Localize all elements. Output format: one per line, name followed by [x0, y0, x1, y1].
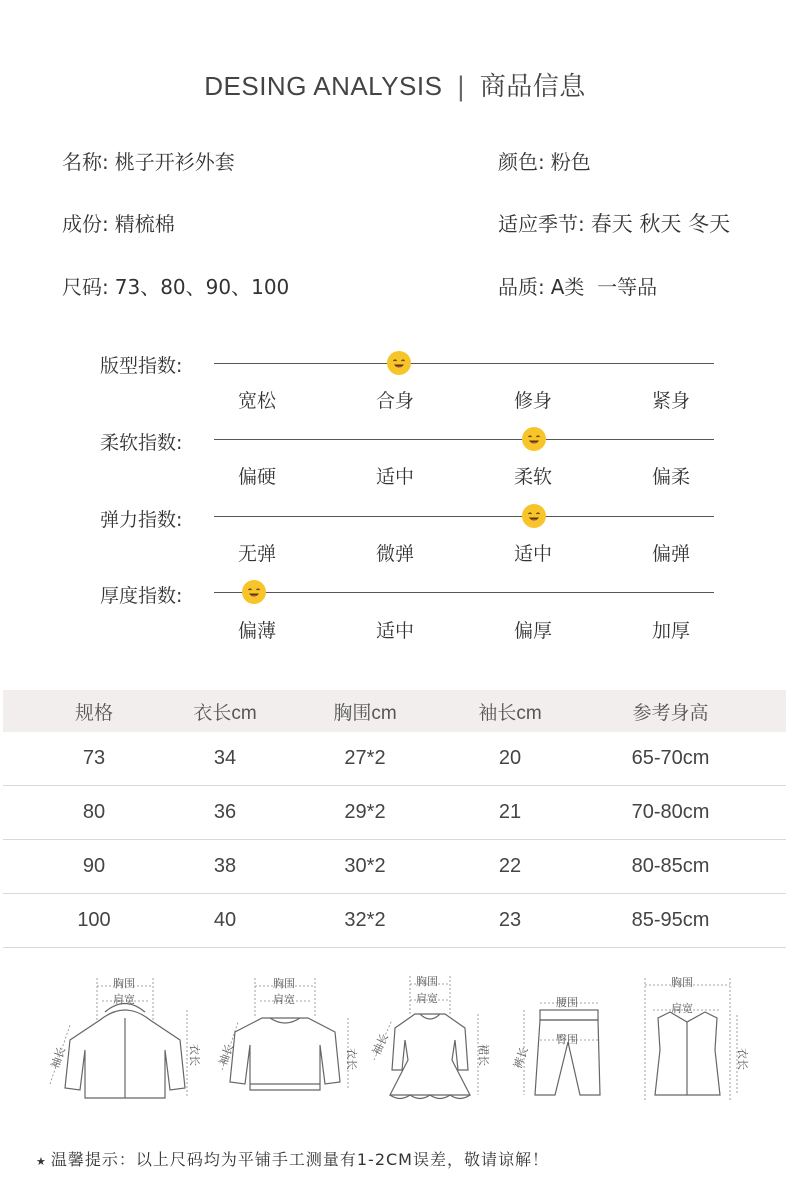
table-cell: 38 [213, 855, 237, 877]
info-material-label: 成份: [62, 212, 109, 236]
table-cell: 40 [213, 909, 237, 931]
index-fit-option: 宽松 [237, 390, 276, 412]
table-cell: 73 [82, 747, 106, 769]
table-cell: 20 [498, 747, 522, 769]
index-thickness-option: 偏厚 [513, 620, 552, 642]
table-header-cell: 参考身高 [632, 702, 709, 724]
info-material [62, 208, 175, 237]
index-thickness-option: 加厚 [651, 620, 690, 642]
table-cell: 29*2 [344, 801, 386, 823]
sweater-shoulder-text: 肩宽 [273, 993, 295, 1006]
pants-outline-icon [510, 970, 620, 1110]
smiley-icon [242, 580, 266, 604]
table-cell: 21 [498, 801, 522, 823]
index-fit-label: 版型指数: [100, 355, 183, 377]
index-thickness-option: 偏薄 [237, 620, 276, 642]
info-color-label: 颜色: [498, 150, 545, 174]
pants-hip-text: 臀围 [556, 1033, 578, 1046]
table-cell: 80 [82, 801, 106, 823]
pants-length-text: 裤长 [511, 1045, 531, 1071]
info-quality-value: A类 一等品 [550, 275, 658, 299]
table-header-cell: 规格 [74, 702, 113, 724]
table-cell: 32*2 [344, 909, 386, 931]
index-thickness-track [214, 592, 714, 593]
info-season-label: 适应季节: [498, 212, 585, 236]
index-elasticity-option: 无弹 [237, 543, 276, 565]
sweater-diagram [200, 970, 360, 1114]
note-text: 温馨提示：以上尺码均为平铺手工测量有1-2CM误差，敬请谅解！ [50, 1150, 549, 1169]
index-fit-track [214, 363, 714, 364]
index-thickness-option: 适中 [375, 620, 414, 642]
sweater-chest-text: 胸围 [273, 977, 295, 990]
table-cell: 27*2 [344, 747, 386, 769]
header-separator: | [456, 72, 466, 102]
info-quality-label: 品质: [498, 275, 545, 299]
table-cell: 65-70cm [631, 747, 710, 769]
table-cell: 80-85cm [631, 855, 710, 877]
table-row [3, 894, 786, 948]
size-table [3, 690, 786, 948]
pants-waist-text: 腰围 [556, 996, 578, 1009]
footer-note [36, 1147, 549, 1170]
index-elasticity-label: 弹力指数: [100, 509, 183, 531]
info-season [498, 208, 730, 238]
jacket-shoulder-text: 肩宽 [113, 993, 135, 1006]
index-elasticity-option: 微弹 [375, 543, 414, 565]
index-elasticity-option: 适中 [513, 543, 552, 565]
index-elasticity-track [214, 516, 714, 517]
table-header-cell: 胸围cm [333, 702, 397, 724]
info-name [62, 146, 235, 175]
table-cell: 100 [77, 909, 111, 931]
sweater-length-text: 衣长 [345, 1048, 358, 1070]
info-name-value: 桃子开衫外套 [114, 150, 235, 174]
jacket-sleeve-text: 袖长 [48, 1045, 69, 1071]
table-header [3, 690, 786, 732]
index-fit-option: 合身 [375, 390, 414, 412]
dress-sleeve-text: 袖长 [369, 1031, 391, 1058]
table-cell: 22 [498, 855, 522, 877]
index-fit-option: 修身 [513, 390, 552, 412]
dress-chest-text: 胸围 [416, 975, 438, 988]
table-row [3, 732, 786, 786]
table-cell: 23 [498, 909, 522, 931]
index-fit-option: 紧身 [651, 390, 690, 412]
index-elasticity-option: 偏弹 [651, 543, 690, 565]
info-color [498, 146, 591, 175]
vest-outline-icon [625, 970, 755, 1110]
table-cell: 30*2 [344, 855, 386, 877]
info-size [62, 271, 289, 300]
header-title-cn: 商品信息 [479, 72, 586, 102]
info-quality [498, 271, 657, 300]
index-softness-option: 偏硬 [237, 466, 276, 488]
jacket-length-text: 衣长 [188, 1044, 200, 1066]
dress-diagram [360, 970, 510, 1114]
dress-shoulder-text: 肩宽 [416, 992, 438, 1005]
measurement-diagrams [0, 970, 790, 1110]
index-softness-option: 偏柔 [651, 466, 690, 488]
info-material-value: 精梳棉 [114, 212, 175, 236]
star-icon: ★ [36, 1155, 47, 1168]
index-softness-label: 柔软指数: [100, 432, 183, 454]
info-size-value: 73、80、90、100 [114, 275, 290, 299]
info-color-value: 粉色 [550, 150, 591, 174]
index-thickness-label: 厚度指数: [100, 585, 183, 607]
table-row [3, 840, 786, 894]
sweater-sleeve-text: 袖长 [216, 1042, 237, 1068]
table-cell: 90 [82, 855, 106, 877]
index-softness-option: 柔软 [513, 466, 552, 488]
vest-diagram [625, 970, 755, 1114]
vest-shoulder-text: 肩宽 [671, 1002, 693, 1015]
table-cell: 70-80cm [631, 801, 710, 823]
table-header-cell: 袖长cm [478, 702, 542, 724]
table-row [3, 786, 786, 840]
table-cell: 36 [213, 801, 237, 823]
table-header-cell: 衣长cm [193, 702, 257, 724]
jacket-outline-icon [40, 970, 200, 1110]
table-cell: 85-95cm [631, 909, 710, 931]
index-softness-track [214, 439, 714, 440]
page-header [0, 66, 790, 103]
table-cell: 34 [213, 747, 237, 769]
dress-skirt-text: 裙长 [477, 1044, 490, 1066]
smiley-icon [522, 504, 546, 528]
jacket-chest-text: 胸围 [113, 977, 135, 990]
info-season-value: 春天 秋天 冬天 [590, 212, 731, 236]
vest-length-text: 衣长 [736, 1048, 749, 1070]
header-title-en: DESING ANALYSIS [204, 71, 443, 101]
sweater-outline-icon [200, 970, 360, 1110]
info-name-label: 名称: [62, 150, 109, 174]
index-softness-option: 适中 [375, 466, 414, 488]
smiley-icon [387, 351, 411, 375]
jacket-diagram [40, 970, 200, 1114]
info-size-label: 尺码: [62, 275, 109, 299]
dress-outline-icon [360, 970, 510, 1110]
vest-chest-text: 胸围 [671, 976, 693, 989]
smiley-icon [522, 427, 546, 451]
pants-diagram [510, 970, 620, 1114]
